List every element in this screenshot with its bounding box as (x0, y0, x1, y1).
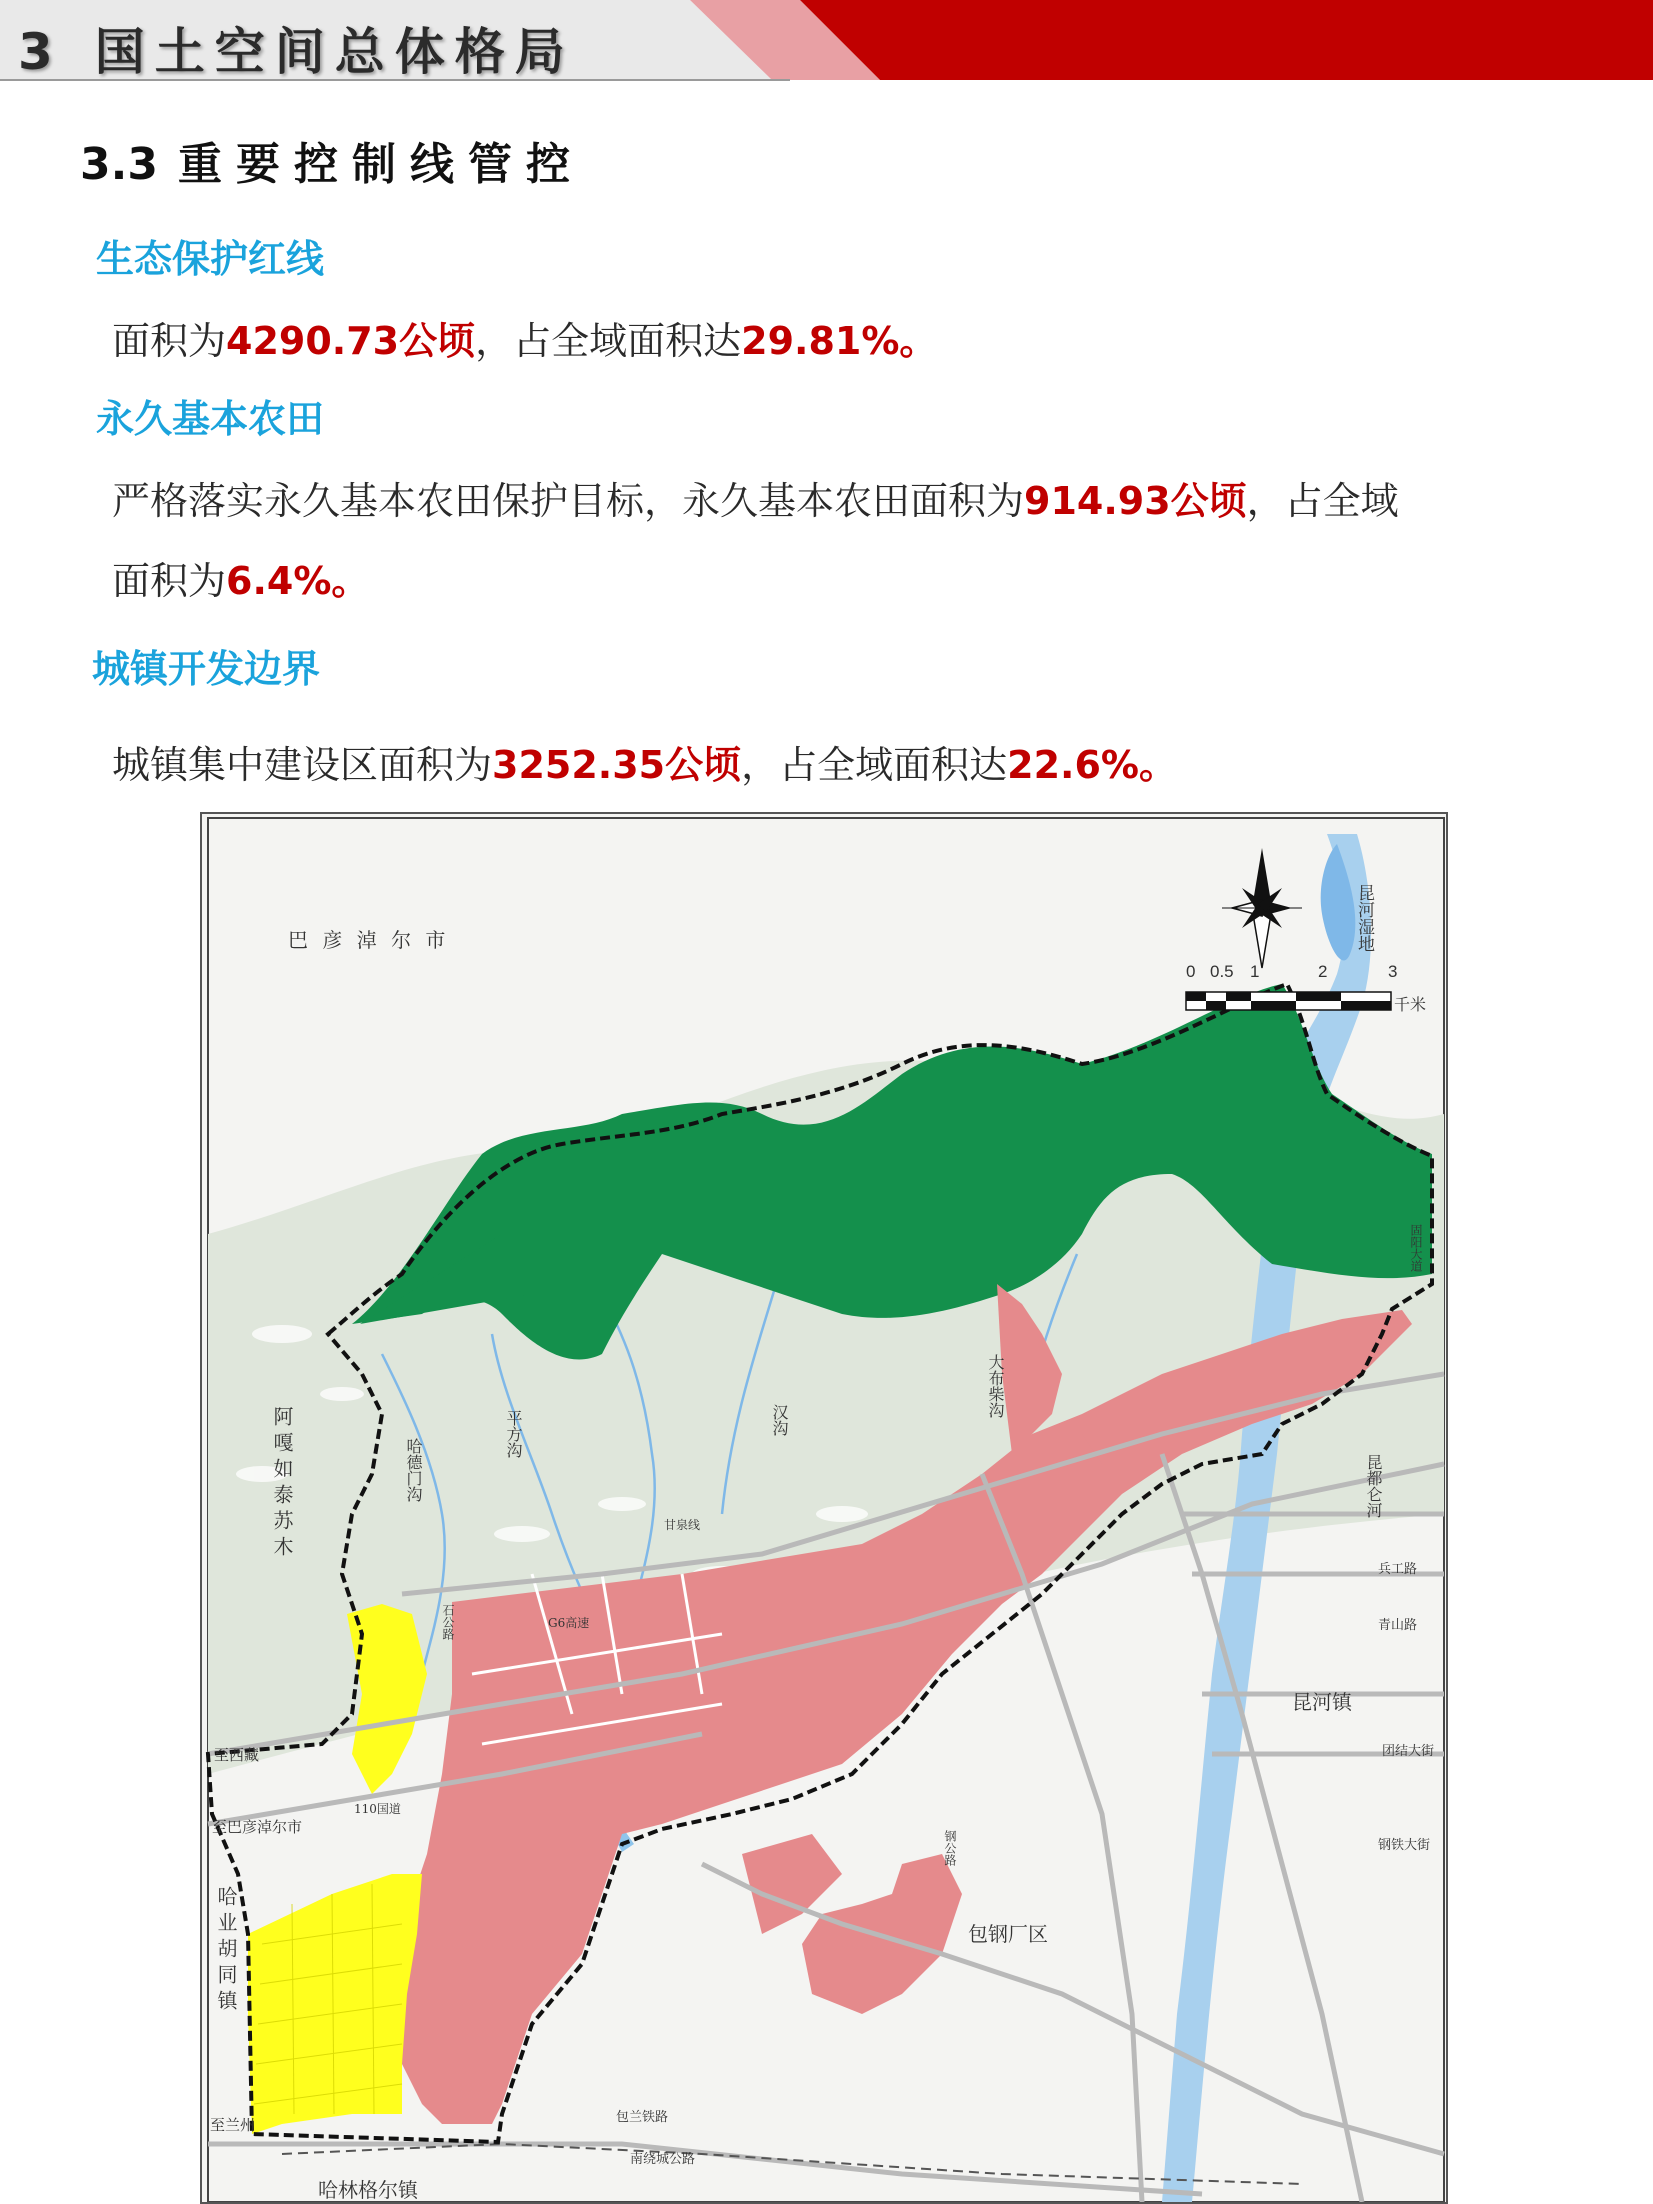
ecology-middle: ，占全域面积达 (475, 319, 742, 363)
label-zhibayan: 至巴彦淖尔市 (212, 1818, 303, 1836)
ecology-prefix: 面积为 (112, 319, 227, 363)
farmland-line2-prefix: 面积为 (112, 559, 227, 603)
farmland-percent-value: 6.4%。 (226, 559, 370, 603)
farmland-prefix: 严格落实永久基本农田保护目标，永久基本农田面积为 (112, 479, 1025, 523)
farmland-paragraph-line2 (112, 550, 369, 605)
chapter-title-text: 国土空间总体格局 (94, 23, 575, 81)
ecology-percent-value: 29.81%。 (741, 319, 938, 363)
label-110-guodao: 110国道 (354, 1802, 401, 1816)
urban-prefix: 城镇集中建设区面积为 (112, 743, 493, 787)
label-road-right: 固阳大道 (1409, 1224, 1423, 1272)
label-dabuchai: 大布柴沟 (986, 1354, 1005, 1418)
label-gangtie: 钢铁大街 (1378, 1838, 1431, 1853)
scale-tick-0: 0 (1186, 962, 1196, 981)
label-nanraocheng: 南绕城公路 (630, 2152, 696, 2167)
label-road-mid: 钢公路 (943, 1830, 957, 1866)
label-zhilanzhou: 至兰州 (210, 2116, 256, 2134)
control-lines-map (200, 812, 1448, 2204)
label-qingshan: 青山路 (1378, 1618, 1418, 1633)
label-g6: G6高速 (548, 1616, 590, 1630)
scale-tick-2: 2 (1318, 962, 1328, 981)
label-pingfang: 平方沟 (504, 1410, 523, 1458)
label-halinge: 哈林格尔镇 (318, 2178, 418, 2202)
label-bayannaoer: 巴 彦 淖 尔 市 (288, 928, 450, 952)
urban-middle: ，占全域面积达 (741, 743, 1008, 787)
label-zhixizang: 至西藏 (214, 1746, 260, 1764)
ecology-paragraph (112, 310, 937, 365)
farmland-paragraph-line1 (112, 470, 1399, 525)
label-tuanjie: 团结大街 (1382, 1744, 1435, 1759)
chapter-header (0, 0, 1653, 84)
urban-paragraph (112, 734, 1177, 789)
label-aganru: 阿嘎如泰苏木 (270, 1406, 294, 1562)
map-graphic (202, 814, 1448, 2204)
section-number: 3.3 (80, 139, 158, 190)
label-kunhe-town: 昆河镇 (1292, 1690, 1352, 1714)
label-baolan: 包兰铁路 (616, 2110, 669, 2125)
label-baogang: 包钢厂区 (968, 1922, 1048, 1946)
label-hadeimen: 哈德门沟 (404, 1438, 423, 1502)
farmland-suffix: ，占全域 (1246, 479, 1399, 523)
scale-tick-3: 3 (1388, 962, 1398, 981)
label-shigong: 石公路 (441, 1604, 455, 1640)
chapter-number: 3 (18, 23, 63, 81)
label-bingong: 兵工路 (1378, 1562, 1418, 1577)
chapter-title (18, 12, 575, 84)
scale-bar (1186, 992, 1391, 1010)
urban-percent-value: 22.6%。 (1007, 743, 1177, 787)
ecology-area-value: 4290.73公顷 (226, 319, 476, 363)
farmland-area-value: 914.93公顷 (1024, 479, 1247, 523)
label-wetland: 昆河湿地 (1354, 884, 1374, 952)
ecology-heading: 生态保护红线 (96, 237, 325, 281)
label-gou: 汉沟 (770, 1404, 789, 1436)
label-hayehutong: 哈业胡同镇 (214, 1886, 238, 2016)
section-title (80, 128, 584, 192)
scale-tick-0-5: 0.5 (1210, 962, 1234, 981)
label-ganquan: 甘泉线 (664, 1518, 701, 1532)
urban-heading: 城镇开发边界 (92, 647, 321, 691)
label-kundulun: 昆都仑河 (1364, 1454, 1383, 1518)
scale-unit: 千米 (1394, 995, 1427, 1014)
farmland-heading: 永久基本农田 (96, 397, 325, 441)
urban-area-value: 3252.35公顷 (492, 743, 742, 787)
section-title-text: 重要控制线管控 (177, 139, 584, 190)
scale-tick-1: 1 (1250, 962, 1260, 981)
